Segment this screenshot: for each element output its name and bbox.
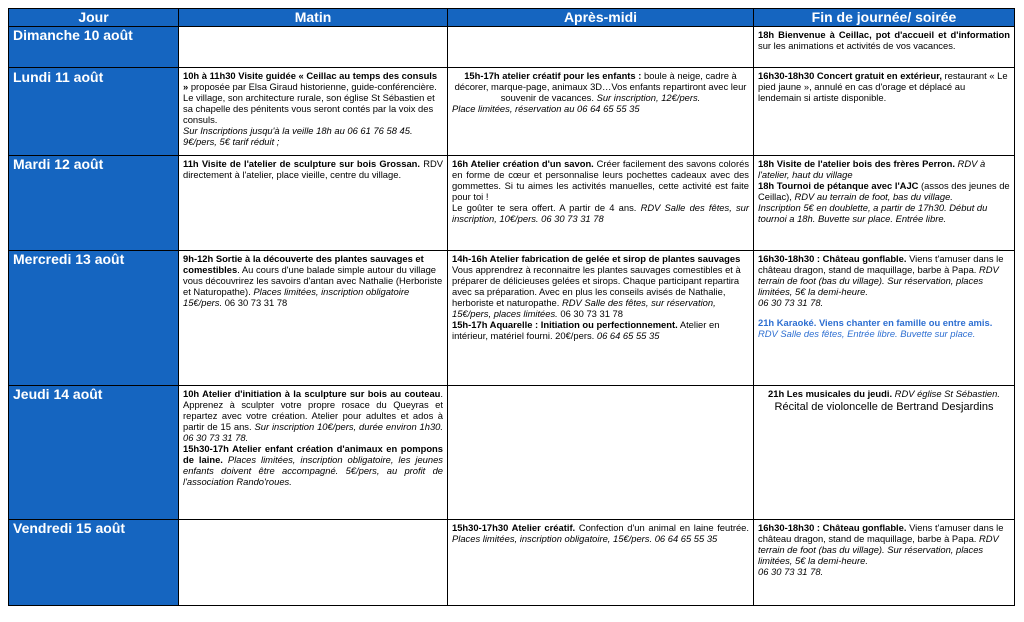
event-info: RDV Salle des fêtes, Entrée libre. Buvette sur place. <box>758 328 976 340</box>
cell-dimanche-matin <box>179 27 448 68</box>
header-soiree: Fin de journée/ soirée <box>754 9 1015 27</box>
event-title: 16h30-18h30 : Château gonflable. <box>758 253 907 265</box>
day-vendredi <box>9 519 179 605</box>
event-title: 10h Atelier d'initiation à la sculpture sur bois au couteau <box>183 387 441 399</box>
event-title: 15h30-17h Atelier enfant création d'animaux en pompons de laine. <box>183 442 443 465</box>
cell-lundi-apres-midi <box>448 68 754 155</box>
day-label: Lundi 11 août <box>13 69 104 86</box>
event-text: sur les animations et activités de vos vacances. <box>758 40 956 52</box>
event-title: 16h30-18h30 : Château gonflable. <box>758 521 907 533</box>
header-jour: Jour <box>9 9 179 27</box>
event-text: Le goûter te sera offert. A partir de 4 ans. <box>452 201 637 213</box>
event-info: RDV à l'atelier, haut du village <box>758 157 986 180</box>
event-info: 06 30 73 31 78. <box>758 297 824 309</box>
event-text: 06 30 73 31 78 <box>222 297 288 309</box>
header-row <box>9 9 1015 27</box>
event-text: Créer facilement des savons colorés en forme de cœur et personnalise leurs pochettes cadeaux avec des gommettes. Si tu aimes les activités manuelles, cette activité est faite pour toi ! <box>452 157 750 202</box>
event-title: 15h-17h Aquarelle : Initiation ou perfectionnement. <box>452 319 678 331</box>
event-text: Confection d'un animal en laine feutrée. <box>575 521 749 533</box>
event-info: Sur Inscriptions jusqu'à la veille 18h au 06 61 76 58 45. 9€/pers, 5€ tarif réduit ; <box>183 125 413 148</box>
day-dimanche <box>9 27 179 68</box>
event-title: 15h30-17h30 Atelier créatif. <box>452 521 576 533</box>
event-title: 18h Visite de l'atelier bois des frères Perron. <box>758 157 955 169</box>
day-label: Mercredi 13 août <box>13 251 125 268</box>
event-text: 06 30 73 31 78 <box>557 308 623 320</box>
event-info: 06 30 73 31 78. <box>758 565 824 577</box>
cell-vendredi-soiree <box>754 519 1015 605</box>
event-title: 16h Atelier création d'un savon. <box>452 157 594 169</box>
header-matin: Matin <box>179 9 448 27</box>
event-text: proposée par Elsa Giraud historienne, guide-conférencière. Le village, son architecture rurale, son église St Sébastien et sa chapelle des pénitents vous seront contés par la voix des consuls. <box>183 81 437 126</box>
event-info: Places limitées, inscription obligatoire, les jeunes enfants doivent être accompagné. 5€/pers, au profit de l'association Rando'roues. <box>183 453 443 487</box>
day-label: Dimanche 10 août <box>13 27 133 44</box>
event-text: Atelier en intérieur, matériel fourni. 20€/pers. <box>452 319 720 342</box>
cell-mercredi-matin <box>179 251 448 386</box>
event-text: . Au cours d'une balade simple autour du village vous découvrirez les savoirs d'antan avec Nathalie (Herboriste et Naturopathe). <box>183 264 443 298</box>
day-jeudi <box>9 385 179 519</box>
event-title: 21h Karaoké. Viens chanter en famille ou entre amis. <box>758 317 993 329</box>
event-text: Récital de violoncelle de Bertrand Desjardins <box>774 400 994 413</box>
cell-lundi-soiree <box>754 68 1015 155</box>
day-lundi <box>9 68 179 155</box>
row-vendredi <box>9 519 1015 605</box>
event-info: Inscription 5€ en doublette, a partir de 17h30. Début du tournoi a 18h. Buvette sur place. Entrée libre. <box>758 201 988 224</box>
cell-mercredi-soiree <box>754 251 1015 386</box>
day-mercredi <box>9 251 179 386</box>
event-text: Viens t'amuser dans le château dragon, stand de maquillage, barbe à Papa. <box>758 521 1004 544</box>
event-info: Sur inscription, 12€/pers. <box>593 92 701 104</box>
event-info: RDV au terrain de foot, bas du village. <box>791 190 953 202</box>
event-title: 16h30-18h30 Concert gratuit en extérieur, <box>758 70 942 82</box>
event-title: 21h Les musicales du jeudi. <box>768 387 893 399</box>
cell-dimanche-apres-midi <box>448 27 754 68</box>
cell-jeudi-matin <box>179 385 448 519</box>
day-label: Mardi 12 août <box>13 155 104 172</box>
event-text: . Apprenez à sculpter votre propre rosace du Queyras et repartez avec votre création. Atelier pour adultes et ados à partir de 15 ans. <box>183 387 443 432</box>
cell-vendredi-apres-midi <box>448 519 754 605</box>
cell-jeudi-apres-midi <box>448 385 754 519</box>
cell-mardi-matin <box>179 155 448 250</box>
day-mardi <box>9 155 179 250</box>
cell-mardi-apres-midi <box>448 155 754 250</box>
cell-vendredi-matin <box>179 519 448 605</box>
cell-mardi-soiree <box>754 155 1015 250</box>
event-text: RDV directement à l'atelier, place vieille, centre du village. <box>183 157 443 180</box>
day-label: Jeudi 14 août <box>13 385 103 402</box>
event-info: Places limitées, inscription obligatoire 15€/pers. <box>183 286 410 309</box>
event-title: 14h-16h Atelier fabrication de gelée et sirop de plantes sauvages <box>452 253 741 265</box>
event-info: RDV Salle des fêtes, sur inscription, 10€/pers. 06 30 73 31 78 <box>452 201 750 224</box>
cell-mercredi-apres-midi <box>448 251 754 386</box>
event-title: 18h Bienvenue à Ceillac, pot d'accueil et d'information <box>758 29 1010 41</box>
row-mercredi <box>9 251 1015 386</box>
cell-dimanche-soiree <box>754 27 1015 68</box>
event-info: Place limitées, réservation au 06 64 65 55 35 <box>452 103 640 115</box>
row-jeudi <box>9 385 1015 519</box>
event-info: Places limitées, inscription obligatoire, 15€/pers. 06 64 65 55 35 <box>452 532 718 544</box>
event-info: 06 64 65 55 35 <box>594 330 660 342</box>
cell-jeudi-soiree <box>754 385 1015 519</box>
event-info: RDV Salle des fêtes, sur réservation, 15€/pers, places limitées. <box>452 297 716 320</box>
event-title: 15h-17h atelier créatif pour les enfants : <box>464 70 642 82</box>
event-text: restaurant « Le pied jaune », annulé en cas d'orage et déplacé au lendemain si artiste disponible. <box>758 70 1008 104</box>
event-info: RDV église St Sébastien. <box>892 387 1000 399</box>
header-apres-midi: Après-midi <box>448 9 754 27</box>
event-info: RDV terrain de foot (bas du village). Sur réservation, places limitées, 5€ la demi-heure. <box>758 532 999 566</box>
event-text: Vous apprendrez à reconnaitre les plantes sauvages comestibles et à préparer de délicieuses gelées et sirops. Chaque participant repartira avec sa préparation. Avec en plus les conseils avisés de Nathalie, herboriste et naturopathe. <box>452 264 741 309</box>
event-text: Viens t'amuser dans le château dragon, stand de maquillage, barbe à Papa. <box>758 253 1004 276</box>
event-title: 9h-12h Sortie à la découverte des plantes sauvages et comestibles <box>183 253 424 276</box>
event-title: 18h Tournoi de pétanque avec l'AJC <box>758 179 919 191</box>
row-mardi <box>9 155 1015 250</box>
row-lundi <box>9 68 1015 155</box>
event-text: (assos des jeunes de Ceillac), <box>758 179 1010 202</box>
event-info: RDV terrain de foot (bas du village). Sur réservation, places limitées, 5€ la demi-heure. <box>758 264 999 298</box>
event-title: 10h à 11h30 Visite guidée « Ceillac au temps des consuls » <box>183 70 438 93</box>
row-dimanche <box>9 27 1015 68</box>
event-title: 11h Visite de l'atelier de sculpture sur bois Grossan. <box>183 157 421 169</box>
cell-lundi-matin <box>179 68 448 155</box>
schedule-table <box>8 8 1015 606</box>
event-text: boule à neige, cadre à décorer, marque-page, animaux 3D…Vos enfants repartiront avec leur souvenir de vacances. <box>454 70 747 104</box>
event-info: Sur inscription 10€/pers, durée environ 1h30. 06 30 73 31 78. <box>183 420 444 443</box>
day-label: Vendredi 15 août <box>13 519 126 536</box>
